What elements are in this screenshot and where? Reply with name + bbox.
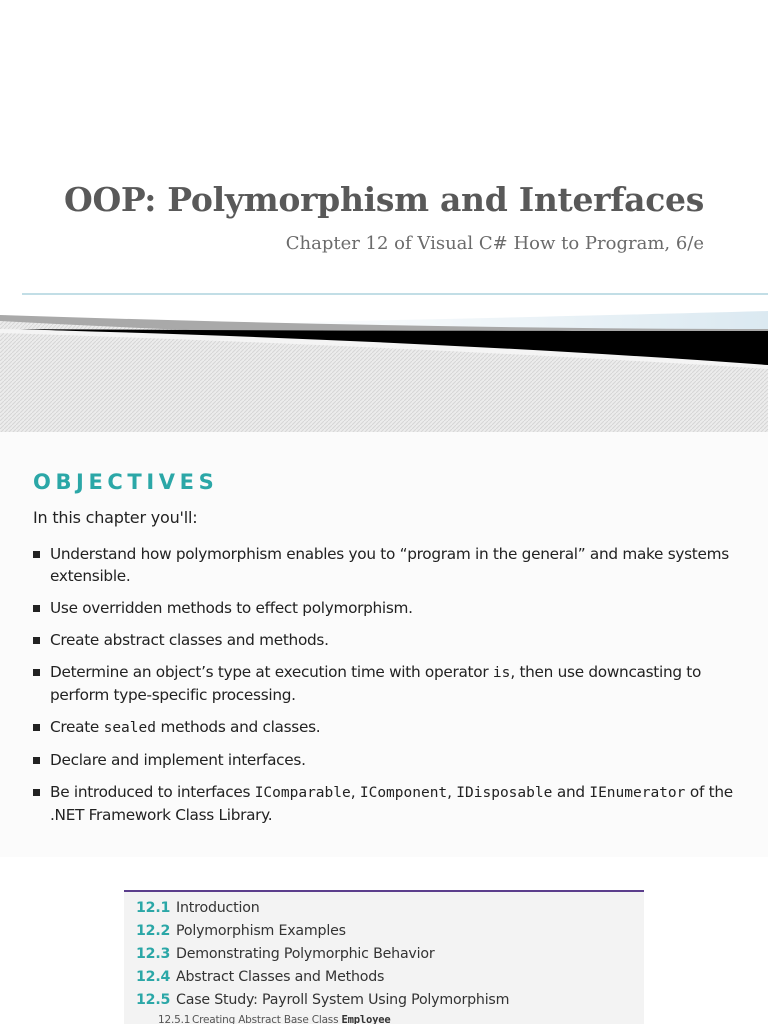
section-label: Abstract Classes and Methods [176, 969, 385, 985]
section-label: Polymorphism Examples [176, 923, 346, 939]
objective-text: Create [50, 718, 104, 736]
outline-item [136, 943, 509, 966]
slide-title: OOP: Polymorphism and Interfaces [64, 180, 704, 219]
outline-item [136, 989, 509, 1012]
inline-code: Employee [341, 1014, 391, 1024]
inline-code: IDisposable [456, 785, 553, 801]
inline-code: is [492, 665, 511, 681]
square-bullet-icon [33, 605, 40, 612]
section-number: 12.3 [136, 946, 171, 962]
square-bullet-icon [33, 637, 40, 644]
objective-text: Use overridden methods to effect polymorphism. [50, 599, 413, 617]
objective-text: , [350, 783, 360, 801]
outline-list [136, 897, 509, 1024]
objective-item [33, 629, 748, 651]
objective-text: , then use downcasting to perform type-specific processing. [50, 663, 702, 704]
inline-code: sealed [103, 720, 156, 736]
objective-item [33, 543, 748, 587]
inline-code: IComparable [254, 785, 351, 801]
subsection-number: 12.5.1 [158, 1014, 191, 1024]
square-bullet-icon [33, 551, 40, 558]
square-bullet-icon [33, 724, 40, 731]
square-bullet-icon [33, 757, 40, 764]
title-slide [0, 0, 768, 432]
inline-code: IEnumerator [589, 785, 686, 801]
section-number: 12.2 [136, 923, 171, 939]
section-number: 12.1 [136, 900, 171, 916]
objective-text: and [552, 783, 590, 801]
objective-text: Determine an object’s type at execution time with operator [50, 663, 493, 681]
outline-item [136, 966, 509, 989]
objectives-intro: In this chapter you'll: [33, 508, 198, 527]
section-label: Case Study: Payroll System Using Polymorphism [176, 992, 510, 1008]
section-label: Introduction [176, 900, 260, 916]
objective-item [33, 597, 748, 619]
decorative-swoosh [0, 285, 768, 432]
square-bullet-icon [33, 669, 40, 676]
objectives-list [33, 543, 748, 836]
objective-text: Declare and implement interfaces. [50, 751, 306, 769]
inline-code: IComponent [359, 785, 448, 801]
objective-text: of the .NET Framework Class Library. [50, 783, 733, 824]
subsection-label: Creating Abstract Base Class [192, 1014, 342, 1024]
objective-text: Create abstract classes and methods. [50, 631, 329, 649]
outline-slide [0, 857, 768, 1024]
objective-item [33, 781, 748, 826]
outline-item [136, 920, 509, 943]
objective-text: methods and classes. [155, 718, 321, 736]
objective-text: , [447, 783, 457, 801]
section-number: 12.4 [136, 969, 171, 985]
slide-subtitle: Chapter 12 of Visual C# How to Program, 6/e [285, 233, 704, 254]
objective-item [33, 749, 748, 771]
section-label: Demonstrating Polymorphic Behavior [176, 946, 435, 962]
square-bullet-icon [33, 789, 40, 796]
objective-text: Be introduced to interfaces [50, 783, 255, 801]
objectives-heading: OBJECTIVES [33, 470, 219, 494]
outline-item [136, 897, 509, 920]
outline-subitem [136, 1012, 509, 1024]
objective-item [33, 661, 748, 706]
objective-text: Understand how polymorphism enables you to “program in the general” and make systems extensible. [50, 545, 729, 585]
objective-item [33, 716, 748, 739]
section-number: 12.5 [136, 992, 171, 1008]
outline-box [124, 890, 644, 1024]
objectives-slide [0, 432, 768, 857]
